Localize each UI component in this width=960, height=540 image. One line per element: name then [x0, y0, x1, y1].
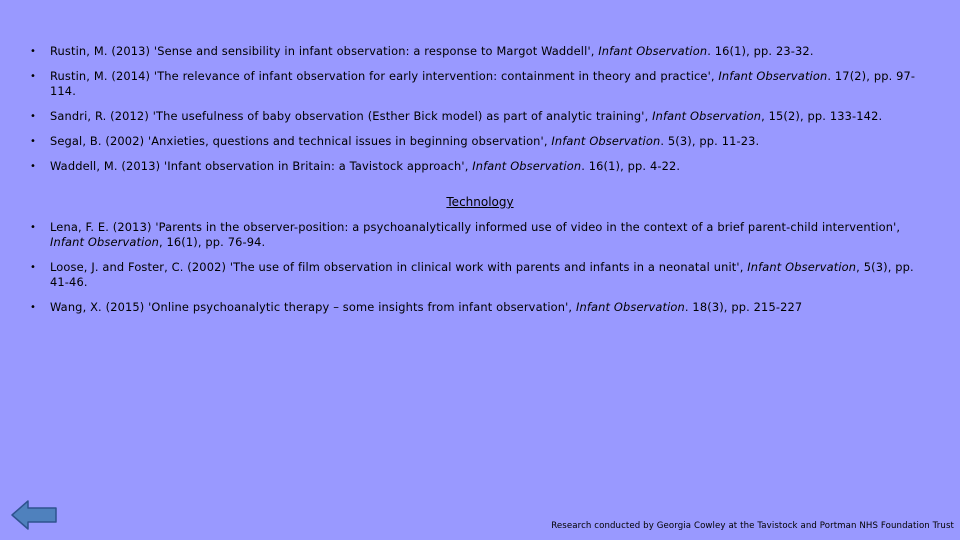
reference-details: . 16(1), pp. 4-22. [581, 159, 681, 173]
journal-title: Infant Observation [50, 235, 159, 249]
reference-item [30, 134, 930, 149]
reference-item [30, 159, 930, 174]
reference-details: , 5(3), pp. 41-46. [50, 260, 914, 289]
reference-details: . 5(3), pp. 11-23. [660, 134, 760, 148]
bullet: • [30, 111, 37, 122]
reference-list-top [30, 44, 930, 184]
reference-text: Rustin, M. (2013) 'Sense and sensibility in infant observation: a response to Margot Waddell', [50, 44, 599, 58]
reference-item [30, 109, 930, 124]
journal-title: Infant Observation [747, 260, 857, 274]
footer-credit: Research conducted by Georgia Cowley at the Tavistock and Portman NHS Foundation Trust [551, 521, 954, 531]
reference-item [30, 300, 930, 315]
reference-item [30, 260, 930, 290]
bullet: • [30, 222, 37, 233]
reference-details: . 17(2), pp. 97-114. [50, 69, 916, 98]
bullet: • [30, 161, 37, 172]
back-button[interactable] [10, 498, 58, 532]
journal-title: Infant Observation [718, 69, 828, 83]
section-heading: Technology [446, 195, 514, 209]
reference-text: Sandri, R. (2012) 'The usefulness of baby observation (Esther Bick model) as part of analytic training', [50, 109, 653, 123]
reference-text: Wang, X. (2015) 'Online psychoanalytic therapy – some insights from infant observation', [50, 300, 576, 314]
journal-title: Infant Observation [551, 134, 661, 148]
bullet: • [30, 46, 37, 57]
reference-text: Loose, J. and Foster, C. (2002) 'The use of film observation in clinical work with parents and infants in a neonatal unit', [50, 260, 748, 274]
reference-details: . 16(1), pp. 23-32. [707, 44, 814, 58]
bullet: • [30, 71, 37, 82]
bullet: • [30, 136, 37, 147]
reference-details: , 15(2), pp. 133-142. [761, 109, 883, 123]
reference-text: Segal, B. (2002) 'Anxieties, questions and technical issues in beginning observation', [50, 134, 552, 148]
journal-title: Infant Observation [652, 109, 762, 123]
reference-text: Waddell, M. (2013) 'Infant observation in Britain: a Tavistock approach', [50, 159, 473, 173]
journal-title: Infant Observation [575, 300, 685, 314]
journal-title: Infant Observation [598, 44, 708, 58]
reference-item [30, 220, 930, 250]
reference-details: . 18(3), pp. 215-227 [684, 300, 803, 314]
reference-list-technology [30, 220, 930, 325]
reference-text: Lena, F. E. (2013) 'Parents in the observer-position: a psychoanalytically informed use of video in the context of a brief parent-child intervention', [50, 220, 901, 234]
reference-details: , 16(1), pp. 76-94. [158, 235, 266, 249]
journal-title: Infant Observation [472, 159, 582, 173]
left-arrow-icon [10, 498, 58, 532]
bullet: • [30, 302, 37, 313]
reference-text: Rustin, M. (2014) 'The relevance of infant observation for early intervention: containment in theory and practice', [50, 69, 719, 83]
reference-item [30, 69, 930, 99]
bullet: • [30, 262, 37, 273]
reference-item [30, 44, 930, 59]
